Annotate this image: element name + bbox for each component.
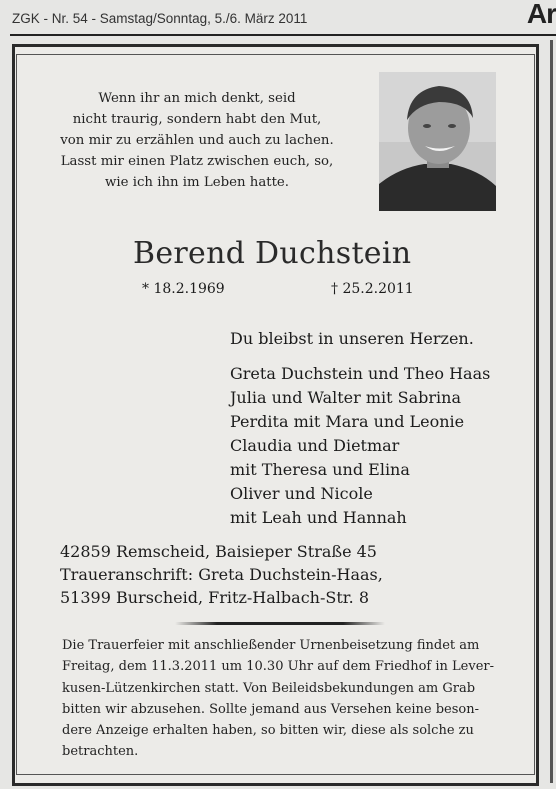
notice-line: Freitag, dem 11.3.2011 um 10.30 Uhr auf dem Friedhof in Lever- [62,659,494,675]
issue-line: ZGK - Nr. 54 - Samstag/Sonntag, 5./6. März 2011 [12,11,308,26]
notice-line: betrachten. [62,744,139,760]
poem-line: Wenn ihr an mich denkt, seid [98,91,296,106]
poem-line: wie ich ihn im Leben hatte. [104,175,290,190]
address-line: 51399 Burscheid, Fritz-Halbach-Str. 8 [60,588,369,607]
death-date: † 25.2.2011 [331,281,414,297]
mourner-line: mit Theresa und Elina [230,460,410,479]
birth-date: * 18.2.1969 [142,281,225,297]
mourner-line: Oliver und Nicole [230,484,373,503]
address-line: 42859 Remscheid, Baisieper Straße 45 [60,542,377,561]
notice-line: Die Trauerfeier mit anschließender Urnenbeisetzung findet am [62,638,480,653]
mourner-line: mit Leah und Hannah [230,508,407,527]
mourner-line: Greta Duchstein und Theo Haas [230,364,491,383]
portrait-image [379,72,496,211]
memorial-motto: Du bleibst in unseren Herzen. [230,329,474,348]
column-rule [550,40,553,783]
notice-line: dere Anzeige erhalten haben, so bitten wir, diese als solche zu [62,723,474,739]
poem-line: nicht traurig, sondern habt den Mut, [72,112,322,127]
mourner-line: Julia und Walter mit Sabrina [230,388,462,407]
poem-line: von mir zu erzählen und auch zu lachen. [60,133,334,148]
funeral-notice [62,635,502,763]
mourning-address [60,540,383,609]
newspaper-masthead [0,0,556,40]
notice-line: bitten wir abzusehen. Sollte jemand aus Versehen keine beson- [62,701,480,717]
masthead-rule [10,34,556,36]
mourners-list [230,362,490,530]
section-divider [175,622,385,625]
mourner-line: Perdita mit Mara und Leonie [230,412,465,431]
portrait-photo [379,72,496,211]
address-line: Traueranschrift: Greta Duchstein-Haas, [60,565,383,584]
cropped-page-heading: Ar [526,0,556,29]
poem-line: Lasst mir einen Platz zwischen euch, so, [60,154,334,169]
memorial-poem [47,88,347,193]
deceased-name: Berend Duchstein [133,236,412,271]
notice-line: kusen-Lützenkirchen statt. Von Beileidsbekundungen am Grab [62,680,476,696]
mourner-line: Claudia und Dietmar [230,436,400,455]
